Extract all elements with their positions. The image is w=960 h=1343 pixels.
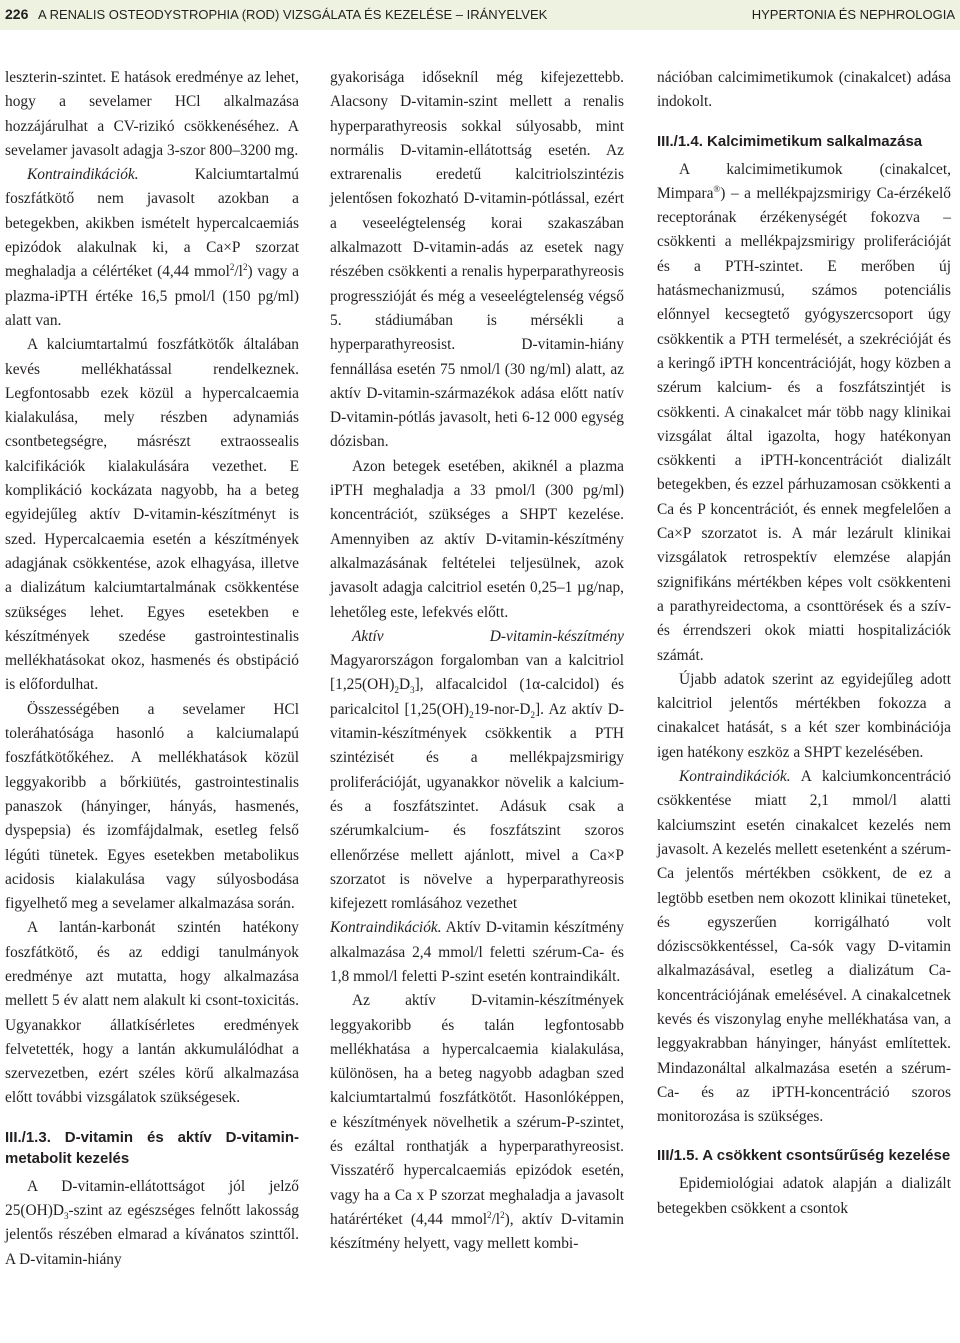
run-in-heading: Kontraindikációk. — [679, 768, 791, 786]
paragraph: nációban calcimimetikumok (cinakalcet) adása indokolt. — [657, 69, 951, 111]
run-in-heading: Aktív D-vitamin-készítmény — [352, 627, 624, 645]
text-column-1 — [5, 66, 299, 1272]
paragraph: Az aktív D-vitamin-készítmények leggyakoribb és talán legfontosabb mellékhatása a hypercalcaemia kialakulása, különösen, ha a beteg nagyobb adagban szed kalciumtartalmú foszfátkötőt. Hasonlóképpen, e készítmények növelhetik a szérum-P-szintet, és ezáltal ronthatják a hyperparathyreosist. Visszatérő hypercalcaemiás epizódok esetén, vagy ha a Ca x P szorzat meghaladja a javasolt határértéket (4,44 $mmol^2/l^2$), aktív D-vitamin készítmény helyett, vagy mellett kombi- — [330, 992, 624, 1253]
paragraph: Újabb adatok szerint az egyidejűleg adott kalcitriol jelentős mértékben fokozza a cinakalcet hatását, s a két szer kombinációja igen hatékony eszköz a SHPT kezelésében. — [657, 670, 951, 761]
text-column-2 — [330, 66, 624, 1257]
run-in-heading: Kontraindikációk. — [27, 166, 139, 184]
section-heading: III./1.4. Kalcimimetikum salkalmazása — [657, 132, 923, 150]
section-heading: III/1.5. A csökkent csontsűrűség kezelése — [657, 1147, 951, 1165]
paragraph-contraindications: Kontraindikációk. Aktív D-vitamin készítmény alkalmazása 2,4 mmol/l feletti szérum-Ca- és 1,8 mmol/l feletti P-szint esetén kontraindikált. — [330, 919, 624, 985]
paragraph-contraindications: Kontraindikációk. Kalciumtartalmú foszfátkötő nem javasolt azokban a betegekben, akikben ismételt hypercalcaemiás epizódok alakulnak ki, a Ca×P szorzat meghaladja a célértéket (4,44 $mmol^2/l^2$) vagy a plazma-iPTH értéke 16,5 pmol/l (150 pg/ml) alatt van. — [5, 166, 299, 329]
paragraph: A kalciumtartalmú foszfátkötők általában kevés mellékhatással rendelkeznek. Legfontosabb ezek közül a hypercalcaemia kialakulása, mely részben adynamiás csontbetegségre, másrészt extraossealis kalcifikációk kialakulására vezethet. E komplikáció kockázata nagyobb, ha a beteg egyidejűleg aktív D-vitamin-készítményt is szed. Hypercalcaemia esetén a készítmények adagjának csökkentése, azok elhagyása, illetve a dializátum kalciumtartalmának csökkentése szükséges lehet. Egyes esetekben e készítmények szedése gastrointestinalis mellékhatásokat okoz, hasmenés és obstipáció is előfordulhat. — [5, 336, 299, 694]
page-number: 226 — [5, 6, 29, 22]
paragraph: leszterin-szintet. E hatások eredménye az lehet, hogy a sevelamer HCl alkalmazása hozzájárulhat a CV-rizikó csökkenéséhez. A sevelamer javasolt adagja 3-szor 800–3200 mg. — [5, 69, 299, 159]
paragraph: Azon betegek esetében, akiknél a plazma iPTH meghaladja a 33 pmol/l (300 pg/ml) koncentrációt, szükséges a SHPT kezelése. Amennyiben az aktív D-vitamin-készítmény alkalmazásának feltételei teljesülnek, azok javasolt adagja calcitriol esetén 0,25–1 µg/nap, lehetőleg este, lefekvés előtt. — [330, 457, 624, 621]
section-heading: III./1.3. D-vitamin és aktív D-vitamin-metabolit kezelés — [5, 1128, 299, 1167]
paragraph: Epidemiológiai adatok alapján a dializált betegekben csökkent a csontok — [657, 1175, 951, 1217]
running-title-left: A RENALIS OSTEODYSTROPHIA (ROD) VIZSGÁLATA ÉS KEZELÉSE – IRÁNYELVEK — [38, 7, 548, 22]
paragraph: gyakorisága idősekníl még kifejezettebb. Alacsony D-vitamin-szint mellett a renalis hyperparathyreosis sokkal súlyosabb, mint normális D-vitamin-ellátottság esetén. Az extrarenalis eredetű kalcitriolszintézis jelentősen fokozható D-vitamin-pótlással, ezért a veseelégtelenség korai szakaszában alkalmazott D-vitamin-adás az esetek nagy részében csökkenti a renalis hyperparathyreosis progresszióját és még a veseelégtelenség végső 5. stádiumában is mérsékli a hyperparathyreosist. D-vitamin-hiány fennállása esetén 75 nmol/l (30 ng/ml) alatt, az aktív D-vitamin-származékok adása előtt natív D-vitamin-pótlás javasolt, heti 6-12 000 egység dózisban. — [330, 69, 624, 451]
run-in-heading: Kontraindikációk. — [330, 919, 442, 937]
paragraph: A kalcimimetikumok (cinakalcet, Mimpara®) – a mellékpajzsmirigy Ca-érzékelő receptorának érzékenységét fokozva – csökkenti a mellékpajzsmirigy proliferációját és a PTH-szintet. E merőben új hatásmechanizmusú, számos potenciális előnnyel kecsegtető gyógyszercsoport úgy csökkentik a PTH termelését, a szekrécióját és a keringő iPTH koncentrációját, hogy közben a szérum kalcium- és a foszfátszintjét is csökkenti. A cinakalcet már több nagy klinikai vizsgálat által igazolta, hogy hatékonyan csökkenti a iPTH-koncentrációt dializált betegekben, és ezzel párhuzamosan csökkenti a Ca és P koncentrációt, és ennek megfelelően a Ca×P szorzatot is. A már lezárult klinikai vizsgálatok retrospektív elemzése alapján szignifikáns mértékben képes volt csökkenteni a parathyreidectoma, a csonttörések és a szív- és érrendszeri okok miatti hospitalizációk számát. — [657, 160, 951, 664]
paragraph: Összességében a sevelamer HCl toleráhatósága hasonló a kalciumalapú foszfátkötőkéhez. A mellékhatások közül leggyakoribb a bőrkiütés, gastrointestinalis panaszok (hányinger, hányás, hasmenés, dyspepsia) és izomfájdalmak, esetleg felső légúti tünetek. Egyes esetekben metabolikus acidosis kialakulása vagy súlyosbodása figyelhető meg a sevelamer alkalmazása során. — [5, 700, 299, 913]
running-title-right: HYPERTONIA ÉS NEPHROLOGIA — [751, 7, 955, 22]
paragraph: A D-vitamin-ellátottságot jól jelző $25(OH)D_3$-szint az egészséges felnőtt lakosság jelentős részében elmarad a kívánatos szinttől. A D-vitamin-hiány — [5, 1177, 299, 1268]
registered-mark: ® — [713, 183, 721, 194]
paragraph-active-vitamin-d: Aktív D-vitamin-készítmény Magyarországon forgalomban van a kalcitriol $[1,25(OH)_2D_3]$, alfacalcidol (1α-calcidol) és paricalcitol $[1,25(OH)_219-nor-D_2]$. Az aktív D-vitamin-készítmények csökkentik a PTH szintézisét és a mellékpajzsmirigy proliferációját, ugyanakkor növelik a kalcium- és a foszfátszintet. Adásuk csak a szérumkalcium- és foszfátszint szoros ellenőrzése mellett ajánlott, mivel a Ca×P szorzatot is növelve a hyperparathyreosis kifejezett romlásához vezethet — [330, 627, 624, 913]
text-column-3 — [657, 66, 951, 1221]
paragraph-contraindications: Kontraindikációk. A kalciumkoncentráció csökkentése miatt 2,1 mmol/l alatti kalciumszint esetén cinakalcet kezelés nem javasolt. A kezelés mellett esetenként a szérum-Ca jelentős mértékben csökkent, de ez a legtöbb esetben nem okozott klinikai tüneteket, és egyszerűen korrigálható volt dóziscsökkentéssel, Ca-sók vagy D-vitamin alkalmazásával, esetleg a dializátum Ca-koncentrációjának emelésével. A cinakalcetnek kevés és viszonylag enyhe mellékhatása van, a leggyakrabban hányinger, hányást említettek. Mindazonáltal alkalmazása esetén a szérum-Ca- és az iPTH-koncentráció szoros monitorozása is szükséges. — [657, 768, 951, 1126]
running-header — [0, 0, 960, 30]
paragraph: A lantán-karbonát szintén hatékony foszfátkötő, és az eddigi tanulmányok eredménye azt mutatta, hogy alkalmazása mellett 5 év alatt nem alakult ki csont-toxicitás. Ugyanakkor állatkísérletes eredmények felvetették, hogy a lantán akkumulálódhat a szervezetben, ezért széles körű alkalmazása előtt további vizsgálatok szükségesek. — [5, 919, 299, 1107]
